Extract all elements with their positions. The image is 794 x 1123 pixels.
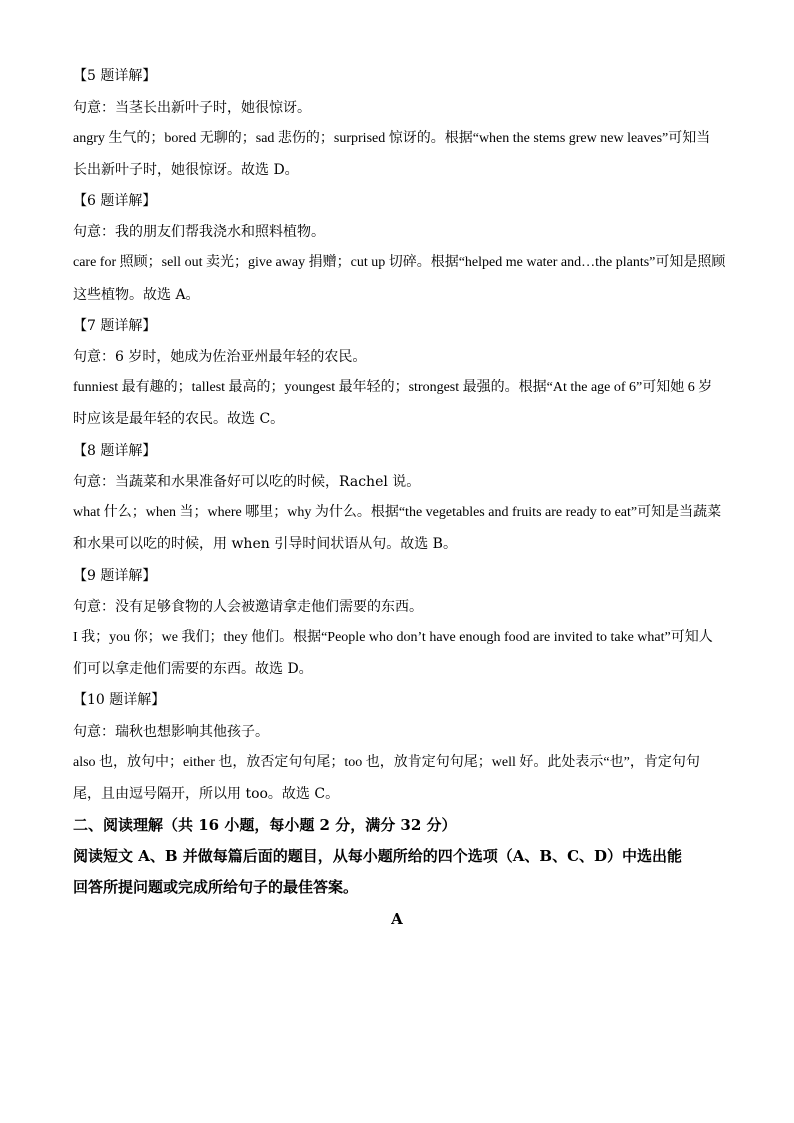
q9-explanation-2: 们可以拿走他们需要的东西。故选 D。 [73, 661, 313, 677]
section-instruction-1: 阅读短文 A、B 并做每篇后面的题目，从每小题所给的四个选项（A、B、C、D）中选出能 [73, 847, 683, 865]
section-title-reading: 二、阅读理解（共 16 小题，每小题 2 分，满分 32 分） [73, 816, 457, 834]
q9-explanation-1: I 我；you 你；we 我们；they 他们。根据“People who don’t have enough food are invited to take what”可知人 [73, 630, 713, 645]
q10-meaning: 句意：瑞秋也想影响其他孩子。 [73, 724, 269, 740]
heading-q8: 【8 题详解】 [73, 443, 157, 459]
passage-label-a: A [391, 910, 403, 928]
q6-explanation-2: 这些植物。故选 A。 [73, 287, 200, 303]
q5-explanation-1: angry 生气的；bored 无聊的；sad 悲伤的；surprised 惊讶的。根据“when the stems grew new leaves”可知当 [73, 131, 711, 146]
heading-q6: 【6 题详解】 [73, 193, 157, 209]
heading-q9: 【9 题详解】 [73, 568, 157, 584]
q5-meaning: 句意：当茎长出新叶子时，她很惊讶。 [73, 100, 311, 116]
q8-explanation-2: 和水果可以吃的时候，用 when 引导时间状语从句。故选 B。 [73, 536, 457, 552]
q6-explanation-1: care for 照顾；sell out 卖光；give away 捐赠；cut up 切碎。根据“helped me water and…the plants”可知是照顾 [73, 255, 726, 270]
q5-explanation-2: 长出新叶子时，她很惊讶。故选 D。 [73, 162, 299, 178]
q6-meaning: 句意：我的朋友们帮我浇水和照料植物。 [73, 224, 325, 240]
q10-explanation-2: 尾，且由逗号隔开，所以用 too。故选 C。 [73, 786, 340, 802]
heading-q7: 【7 题详解】 [73, 318, 157, 334]
heading-q5: 【5 题详解】 [73, 68, 157, 84]
q7-explanation-2: 时应该是最年轻的农民。故选 C。 [73, 411, 285, 427]
q10-explanation-1: also 也，放句中；either 也，放否定句句尾；too 也，放肯定句句尾；well 好。此处表示“也”，肯定句句 [73, 755, 700, 770]
q9-meaning: 句意：没有足够食物的人会被邀请拿走他们需要的东西。 [73, 599, 423, 615]
section-instruction-2: 回答所提问题或完成所给句子的最佳答案。 [73, 878, 359, 896]
q7-explanation-1: funniest 最有趣的；tallest 最高的；youngest 最年轻的；strongest 最强的。根据“At the age of 6”可知她 6 岁 [73, 380, 713, 395]
q8-meaning: 句意：当蔬菜和水果准备好可以吃的时候，Rachel 说。 [73, 474, 421, 490]
heading-q10: 【10 题详解】 [73, 692, 166, 708]
q7-meaning: 句意：6 岁时，她成为佐治亚州最年轻的农民。 [73, 349, 367, 365]
q8-explanation-1: what 什么；when 当；where 哪里；why 为什么。根据“the vegetables and fruits are ready to eat”可知是当蔬菜 [73, 505, 722, 520]
